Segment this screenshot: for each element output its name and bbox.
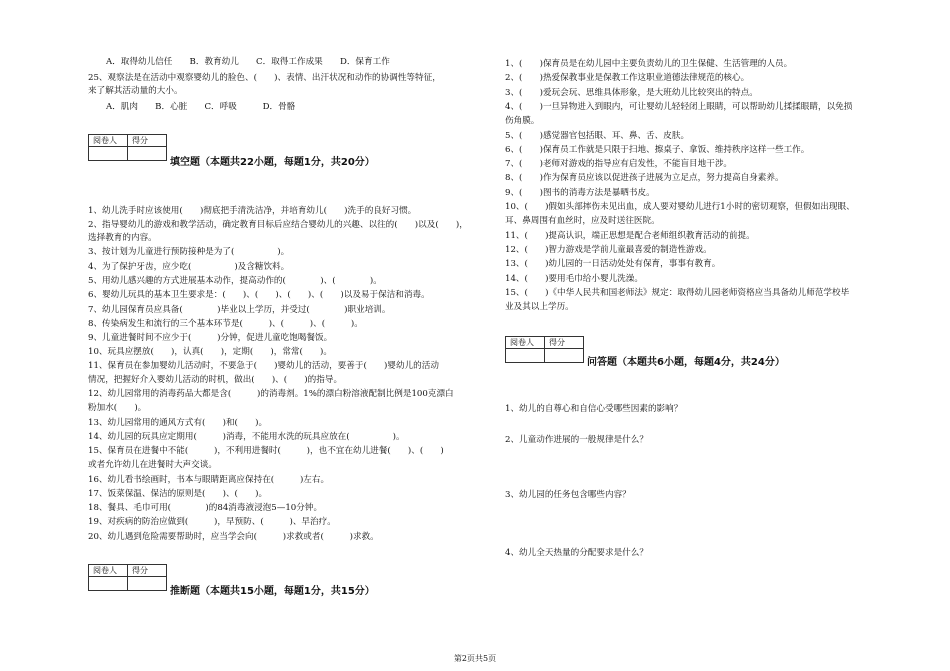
qa-question: 2、儿童动作进展的一般规律是什么？	[505, 435, 648, 445]
grader-cell[interactable]	[89, 147, 128, 161]
fill-line: 12、幼儿园常用的消毒药品大都是含( )的消毒剂。1%的漂白粉溶液配制比例是100克漂白	[88, 389, 454, 399]
qa-question: 3、幼儿园的任务包含哪些内容？	[505, 490, 631, 500]
score-cell[interactable]	[128, 147, 167, 161]
judge-line: 7、( )老师对游戏的指导应有启发性，不能盲目地干涉。	[505, 159, 733, 169]
score-label: 得分	[545, 337, 584, 349]
judge-line: 伤角膜。	[505, 116, 540, 126]
grader-label: 阅卷人	[89, 135, 128, 147]
judge-line: 5、( )感觉器官包括眼、耳、鼻、舌、皮肤。	[505, 131, 690, 141]
judge-line: 2、( )热爱保教事业是保教工作这职业道德法律规范的核心。	[505, 73, 750, 83]
score-cell[interactable]	[545, 349, 584, 363]
fill-line: 10、玩具应摆放( )，认真( )，定期( )，常常( )。	[88, 347, 333, 357]
qa-question: 4、幼儿全天热量的分配要求是什么？	[505, 548, 648, 558]
judge-line: 9、( )图书的消毒方法是暴晒书皮。	[505, 188, 655, 198]
fill-line: 3、按计划为儿童进行预防接种是为了( )。	[88, 247, 290, 257]
fill-line: 17、饭菜保温、保洁的原则是( )、( )。	[88, 489, 268, 499]
score-box-fill	[88, 134, 167, 161]
judge-line: 10、( )假如头部摔伤未见出血，成人要对婴幼儿进行1小时的密切观察，但假如出现眼、	[505, 202, 855, 212]
score-cell[interactable]	[128, 577, 167, 591]
judge-line: 1、( )保育员是在幼儿园中主要负责幼儿的卫生保健、生活管理的人员。	[505, 59, 793, 69]
grader-cell[interactable]	[89, 577, 128, 591]
fill-line: 8、传染病发生和流行的三个基本环节是( )、( )、( )。	[88, 319, 363, 329]
judge-line: 15、( )《中华人民共和国老师法》规定：取得幼儿园老师资格应当具备幼儿师范学校毕	[505, 288, 850, 298]
section-title-fill: 填空题（本题共22小题，每题1分，共20分）	[170, 157, 375, 168]
score-box-judge	[88, 564, 167, 591]
fill-line: 2、指导婴幼儿的游戏和教学活动，确定教育目标后应结合婴幼儿的兴趣、以往的( )以及( )，	[88, 220, 468, 230]
judge-line: 14、( )要用毛巾给小婴儿洗澡。	[505, 274, 643, 284]
score-label: 得分	[128, 135, 167, 147]
question-25-line-1: 25、观察法是在活动中观察婴幼儿的脸色、( )、表情、出汗状况和动作的协调性等特征，	[88, 73, 441, 83]
grader-label: 阅卷人	[89, 565, 128, 577]
fill-line: 1、幼儿洗手时应该使用( )彻底把手清洗洁净，并培育幼儿( )洗手的良好习惯。	[88, 206, 417, 216]
grader-cell[interactable]	[506, 349, 545, 363]
section-title-qa: 问答题（本题共6小题，每题4分，共24分）	[587, 357, 785, 368]
qa-question: 1、幼儿的自尊心和自信心受哪些因素的影响？	[505, 404, 683, 414]
judge-line: 耳、鼻周围有血丝时，应及时送往医院。	[505, 216, 660, 226]
fill-line: 选择教育的内容。	[88, 233, 157, 243]
fill-line: 6、婴幼儿玩具的基本卫生要求是：( )、( )、( )、( )以及易于保洁和消毒。	[88, 290, 430, 300]
fill-line: 20、幼儿遇到危险需要帮助时，应当学会向( )求救或者( )求救。	[88, 532, 379, 542]
fill-line: 15、保育员在进餐中不能( )，不利用进餐时( )，也不宜在幼儿进餐( )、( )	[88, 446, 444, 456]
fill-line: 4、为了保护牙齿，应少吃( )及含糖饮料。	[88, 262, 290, 272]
judge-line: 13、( )幼儿园的一日活动处处有保育，事事有教育。	[505, 259, 721, 269]
judge-line: 11、( )提高认识，端正思想是配合老师组织教育活动的前提。	[505, 231, 755, 241]
page-number: 第2页共5页	[453, 654, 497, 663]
question-25-line-2: 来了解其活动量的大小。	[88, 86, 183, 96]
fill-line: 19、对疾病的防治应做到( )，早预防、( )、早治疗。	[88, 517, 336, 527]
judge-line: 12、( )智力游戏是学前儿童最喜爱的制造性游戏。	[505, 245, 712, 255]
judge-line: 4、( )一旦异物进入到眼内，可让婴幼儿轻轻闭上眼睛，可以帮助幼儿揉揉眼睛，以免损	[505, 102, 853, 112]
fill-line: 18、餐具、毛巾可用( )的84消毒液浸泡5—10分钟。	[88, 503, 323, 513]
section-title-judge: 推断题（本题共15小题，每题1分，共15分）	[170, 586, 375, 597]
question-24-options: A．取得幼儿信任 B．教育幼儿 C．取得工作成果 D．保育工作	[106, 57, 390, 67]
grader-label: 阅卷人	[506, 337, 545, 349]
fill-line: 或者允许幼儿在进餐时大声交谈。	[88, 460, 217, 470]
judge-line: 业及其以上学历。	[505, 302, 574, 312]
score-label: 得分	[128, 565, 167, 577]
fill-line: 5、用幼儿感兴趣的方式进展基本动作，提高动作的( )、( )。	[88, 276, 382, 286]
fill-line: 16、幼儿看书绘画时，书本与眼睛距离应保持在( )左右。	[88, 475, 330, 485]
judge-line: 8、( )作为保育员应该以促进孩子进展为立足点，努力提高自身素养。	[505, 173, 784, 183]
fill-line: 14、幼儿园的玩具应定期用( )消毒，不能用水洗的玩具应放在( )。	[88, 432, 405, 442]
fill-line: 粉加水( )。	[88, 403, 147, 413]
question-25-options: A．肌肉 B．心脏 C．呼吸 D．骨骼	[106, 102, 296, 112]
judge-line: 6、( )保育员工作就是只限于扫地、擦桌子、拿饭、维持秩序这样一些工作。	[505, 145, 810, 155]
fill-line: 11、保育员在参加婴幼儿活动时，不要急于( )婴幼儿的活动，要善于( )婴幼儿的活动	[88, 361, 439, 371]
fill-line: 情况，把握好介入婴幼儿活动的时机，做出( )、( )的指导。	[88, 375, 343, 385]
fill-line: 9、儿童进餐时间不应少于( )分钟，促进儿童吃饱喝餐饭。	[88, 333, 333, 343]
score-box-qa	[505, 336, 584, 363]
fill-line: 13、幼儿园常用的通风方式有( )和( )。	[88, 418, 268, 428]
fill-line: 7、幼儿园保育员应具备( )毕业以上学历，并受过( )职业培训。	[88, 305, 391, 315]
judge-line: 3、( )爱玩会玩、思维具体形象，是大班幼儿比较突出的特点。	[505, 88, 758, 98]
